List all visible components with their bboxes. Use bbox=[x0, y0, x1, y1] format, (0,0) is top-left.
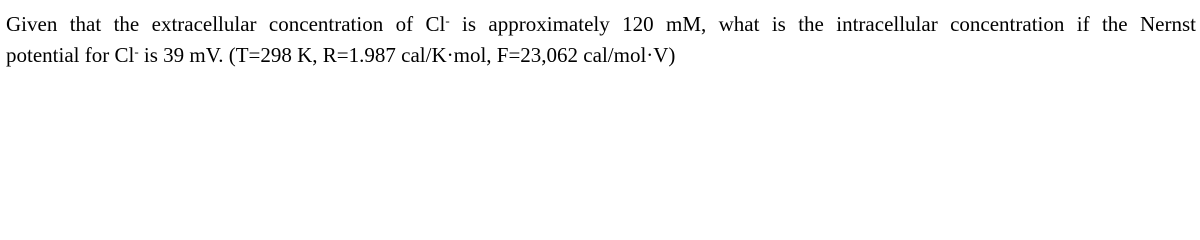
question-line-1-text-a: Given that the extracellular concentration of Cl bbox=[6, 12, 446, 36]
question-line-1 bbox=[6, 9, 1196, 40]
question-line-2-text-b: is 39 mV. (T=298 K, R=1.987 cal/K·mol, F=23,062 cal/mol·V) bbox=[138, 43, 676, 67]
question-text bbox=[6, 9, 1196, 71]
question-line-2 bbox=[6, 40, 1196, 71]
question-line-1-text-b: is approximately 120 mM, what is the intracellular concentration if the Nernst bbox=[449, 12, 1196, 36]
chloride-charge-superscript: - bbox=[445, 13, 450, 29]
chloride-charge-superscript-2: - bbox=[134, 44, 139, 60]
question-line-2-text-a: potential for Cl bbox=[6, 43, 135, 67]
